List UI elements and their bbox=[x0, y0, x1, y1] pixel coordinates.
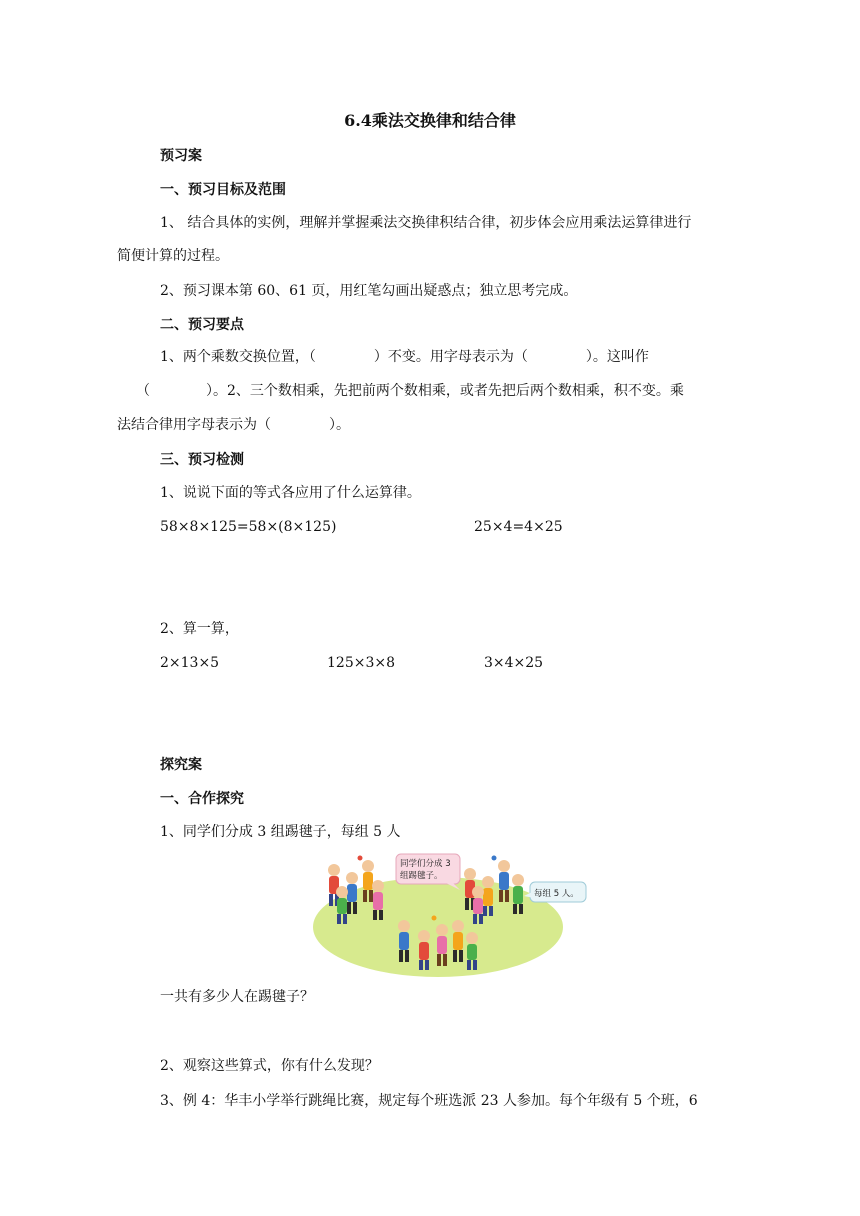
preview-heading: 预习案 bbox=[160, 148, 202, 164]
calc-expression-3: 3×4×25 bbox=[484, 655, 544, 671]
keypoint-text: ）不变。用字母表示为（ bbox=[373, 349, 528, 365]
keypoint-text: ）。 bbox=[329, 417, 350, 433]
shuttlecock-icon bbox=[492, 856, 497, 861]
keypoint-text: 1、两个乘数交换位置，（ bbox=[160, 349, 316, 365]
equation-associative: 58×8×125=58×(8×125) bbox=[160, 519, 337, 535]
preview-goals-heading: 一、预习目标及范围 bbox=[160, 182, 286, 198]
explore-heading: 探究案 bbox=[160, 757, 202, 773]
keypoint-text: （ bbox=[136, 383, 150, 399]
check-question-2: 2、算一算， bbox=[160, 621, 239, 637]
bubble-text-line-2: 组踢毽子。 bbox=[400, 871, 443, 881]
bubble-text-line-1: 同学们分成 3 bbox=[400, 859, 451, 869]
explore-paragraph-2: 2、观察这些算式，你有什么发现？ bbox=[160, 1058, 379, 1074]
goal-item-1-line-1: 1、 结合具体的实例，理解并掌握乘法交换律积结合律，初步体会应用乘法运算律进行 bbox=[160, 215, 692, 231]
keypoint-line-2 bbox=[136, 381, 684, 401]
preview-check-heading: 三、预习检测 bbox=[160, 452, 244, 468]
explore-paragraph-1: 1、同学们分成 3 组踢毽子，每组 5 人 bbox=[160, 824, 401, 840]
keypoint-text: 法结合律用字母表示为（ bbox=[117, 417, 271, 433]
goal-item-2: 2、预习课本第 60、61 页，用红笔勾画出疑惑点；独立思考完成。 bbox=[160, 283, 578, 299]
preview-keypoints-heading: 二、预习要点 bbox=[160, 317, 244, 333]
calc-expression-1: 2×13×5 bbox=[160, 655, 220, 671]
keypoint-text: ）。这叫作 bbox=[585, 349, 649, 365]
document-title: 6.4乘法交换律和结合律 bbox=[344, 111, 516, 130]
calc-expression-2: 125×3×8 bbox=[327, 655, 395, 671]
equation-commutative: 25×4=4×25 bbox=[474, 519, 563, 535]
shuttlecock-icon bbox=[432, 916, 437, 921]
explore-paragraph-3: 3、例 4：华丰小学举行跳绳比赛，规定每个班选派 23 人参加。每个年级有 5 个班，6 bbox=[160, 1093, 698, 1109]
bubble-text: 每组 5 人。 bbox=[534, 889, 579, 899]
goal-item-1-line-2: 简便计算的过程。 bbox=[117, 248, 229, 264]
check-question-1: 1、说说下面的等式各应用了什么运算律。 bbox=[160, 485, 421, 501]
keypoint-text: ）。2、三个数相乘，先把前两个数相乘，或者先把后两个数相乘，积不变。乘 bbox=[206, 383, 684, 399]
speech-bubble-per-group bbox=[524, 882, 586, 902]
question-total-players: 一共有多少人在踢毽子？ bbox=[160, 989, 314, 1005]
shuttlecock-icon bbox=[358, 856, 363, 861]
keypoint-line-3 bbox=[117, 415, 350, 435]
explore-cooperation-heading: 一、合作探究 bbox=[160, 791, 244, 807]
kids-shuttlecock-illustration bbox=[312, 852, 589, 978]
keypoint-line-1 bbox=[160, 347, 649, 367]
